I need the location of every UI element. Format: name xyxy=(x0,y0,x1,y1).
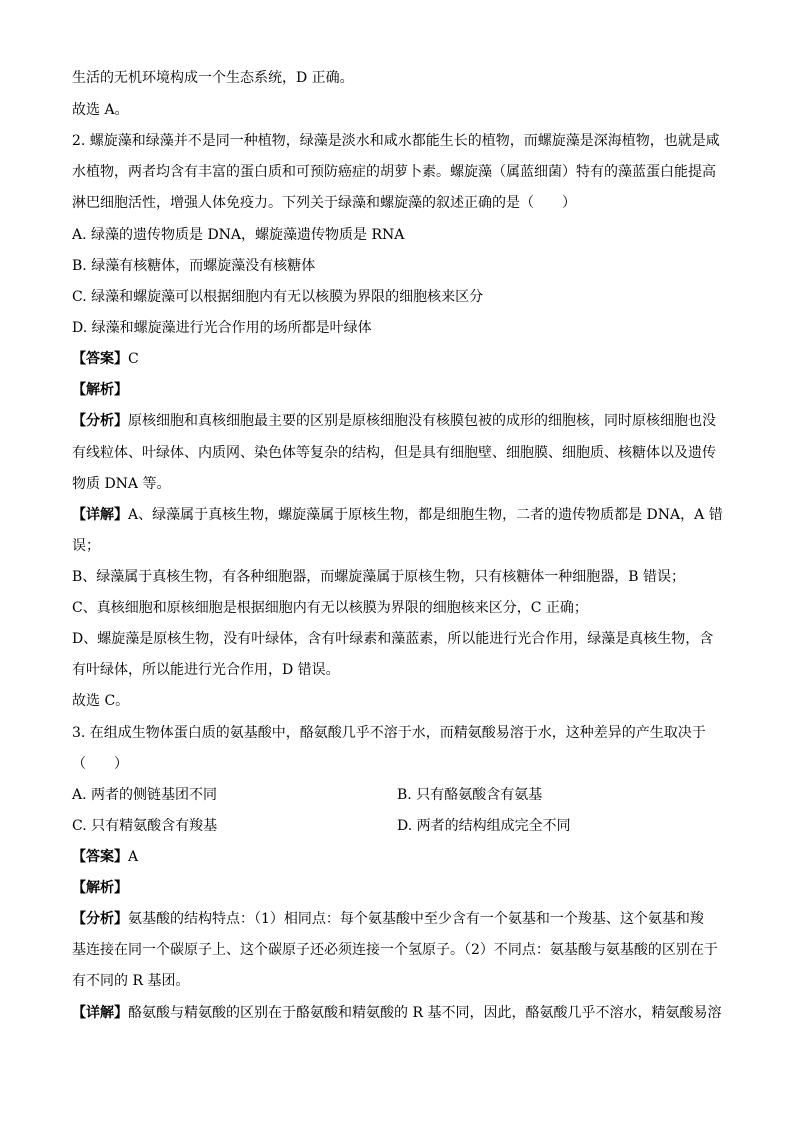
analysis-text: 有不同的 R 基团。 xyxy=(72,973,190,989)
analysis-text: 有线粒体、叶绿体、内质网、染色体等复杂的结构，但是具有细胞壁、细胞膜、细胞质、核糖体以及遗传 xyxy=(72,445,716,461)
analysis-body: 原核细胞和真核细胞最主要的区别是原核细胞没有核膜包被的成形的细胞核，同时原核细胞也没 xyxy=(128,413,716,429)
analysis-text: 基连接在同一个碳原子上、这个碳原子还必须连接一个氢原子。（2）不同点：氨基酸与氨基酸的区别在于 xyxy=(72,942,718,958)
analysis-label: 【解析】 xyxy=(72,382,128,398)
detail-text: D、螺旋藻是原核生物，没有叶绿体，含有叶绿素和藻蓝素，所以能进行光合作用，绿藻是真核生物，含 xyxy=(72,631,714,647)
option-b: B. 只有酪氨酸含有氨基 xyxy=(397,787,543,803)
analysis-sub-label: 【分析】 xyxy=(72,911,128,927)
detail-label: 【详解】 xyxy=(72,1005,128,1021)
option-a: A. 绿藻的遗传物质是 DNA，螺旋藻遗传物质是 RNA xyxy=(72,227,405,243)
question-3-stem: （ ） xyxy=(72,756,128,772)
option-c: C. 绿藻和螺旋藻可以根据细胞内有无以核膜为界限的细胞核来区分 xyxy=(72,289,484,305)
analysis-text: 物质 DNA 等。 xyxy=(72,476,171,492)
question-2-stem: 2. 螺旋藻和绿藻并不是同一种植物，绿藻是淡水和咸水都能生长的植物，而螺旋藻是深海植物，也就是咸 xyxy=(72,133,720,149)
detail-text: B、绿藻属于真核生物，有各种细胞器，而螺旋藻属于原核生物，只有核糖体一种细胞器，B 错误； xyxy=(72,569,686,585)
question-2-stem: 水植物，两者均含有丰富的蛋白质和可预防癌症的胡萝卜素。螺旋藻（属蓝细菌）特有的藻蓝蛋白能提高 xyxy=(72,164,716,180)
detail-text: 误； xyxy=(72,538,100,554)
analysis-body: 氨基酸的结构特点：（1）相同点：每个氨基酸中至少含有一个氨基和一个羧基、这个氨基和羧 xyxy=(128,911,704,927)
option-a: A. 两者的侧链基团不同 xyxy=(72,787,218,803)
analysis-label: 【解析】 xyxy=(72,880,128,896)
answer-value: C xyxy=(128,351,139,367)
analysis-sub-label: 【分析】 xyxy=(72,413,128,429)
option-d: D. 绿藻和螺旋藻进行光合作用的场所都是叶绿体 xyxy=(72,320,372,336)
answer-label: 【答案】 xyxy=(72,849,128,865)
detail-label: 【详解】 xyxy=(72,507,128,523)
detail-text xyxy=(72,506,724,524)
analysis-text xyxy=(72,910,724,928)
answer-line xyxy=(72,350,724,368)
detail-body: 酪氨酸与精氨酸的区别在于酪氨酸和精氨酸的 R 基不同，因此，酪氨酸几乎不溶水，精氨酸易溶 xyxy=(128,1005,722,1021)
analysis-heading xyxy=(72,381,724,399)
answer-line xyxy=(72,848,724,866)
option-d: D. 两者的结构组成完全不同 xyxy=(397,818,571,834)
answer-label: 【答案】 xyxy=(72,351,128,367)
option-c: C. 只有精氨酸含有羧基 xyxy=(72,818,218,834)
answer-value: A xyxy=(128,849,139,865)
answer-conclusion: 故选 A。 xyxy=(72,102,129,118)
detail-text: C、真核细胞和原核细胞是根据细胞内有无以核膜为界限的细胞核来区分，C 正确； xyxy=(72,600,588,616)
detail-text xyxy=(72,1004,724,1022)
answer-conclusion: 故选 C。 xyxy=(72,693,130,709)
detail-body: A、绿藻属于真核生物，螺旋藻属于原核生物，都是细胞生物，二者的遗传物质都是 DNA，A 错 xyxy=(128,507,723,523)
option-b: B. 绿藻有核糖体，而螺旋藻没有核糖体 xyxy=(72,258,316,274)
question-2-stem: 淋巴细胞活性，增强人体免疫力。下列关于绿藻和螺旋藻的叙述正确的是（ ） xyxy=(72,195,576,211)
text-line: 生活的无机环境构成一个生态系统，D 正确。 xyxy=(72,70,354,86)
detail-text: 有叶绿体，所以能进行光合作用，D 错误。 xyxy=(72,662,340,678)
question-3-stem: 3. 在组成生物体蛋白质的氨基酸中，酪氨酸几乎不溶于水，而精氨酸易溶于水，这种差异的产生取决于 xyxy=(72,725,706,741)
analysis-text xyxy=(72,412,724,430)
analysis-heading xyxy=(72,879,724,897)
